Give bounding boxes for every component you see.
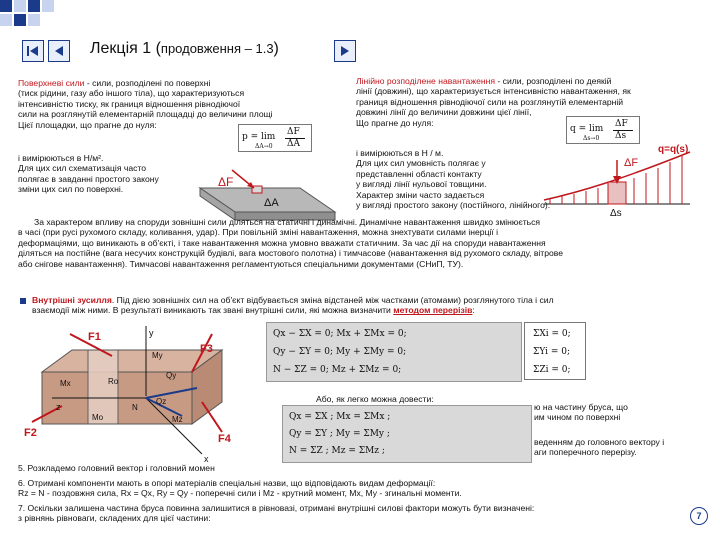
- linear-load-definition: Лінійно розподілене навантаження - сили, розподілені по деякій лінії (довжині), що характеризується інтенсивністю навантаження, як границя відношення рівнодіючої сили на розглянутій елементарній довжині лінії до величини довжини цієї лінії, Що прагне до нуля:: [356, 76, 631, 128]
- moment-mx-label: Mx: [60, 379, 71, 388]
- page-title: Лекція 1 (продовження – 1.3): [90, 40, 279, 57]
- load-q-label: q=q(s): [658, 144, 689, 155]
- moment-my-label: My: [152, 351, 163, 360]
- load-force-label: ΔF: [624, 157, 639, 169]
- beam-section-diagram: [22, 326, 272, 466]
- arrow-right-icon: [338, 44, 352, 58]
- surface-forces-definition: Поверхневі сили - сили, розподілені по поверхні (тиск рідини, газу або іншого тіла), що характеризуються інтенсивністю тиску, як границя відношення рівнодіючої сили на розглянутій елементарній площадці до величини площі Цієї площадки, що прагне до нуля:: [18, 78, 273, 130]
- internal-force-equations-box: Qx = ΣX ; Mx = ΣMx ; Qy = ΣY ; My = ΣMy ; N = ΣZ ; Mz = ΣMz ;: [282, 405, 532, 463]
- step-7-text: 7. Оскільки залишена частина бруса повинна залишитися в рівновазі, отримані внутрішні силові фактори можуть бути визначені: з рівнянь рівноваги, складених для цієї частини:: [18, 503, 535, 524]
- plate-area-label: ΔA: [264, 197, 279, 209]
- force-f4-label: F4: [218, 433, 231, 445]
- plate-force-label: ΔF: [218, 175, 234, 189]
- step-6-text: 6. Отримані компоненти мають в опорі матеріалів спеціальні назви, що відповідають видам деформації: Rz = N - поздовжня сила, Rx = Qx, Ry = Qy - поперечні сили і Mz - крутний момент, Mx, My - згинальні моменти.: [18, 478, 462, 499]
- page-number: 7: [690, 507, 708, 525]
- side-fragment-4: аги поперечного перерізу.: [534, 447, 637, 457]
- skip-back-icon: [26, 44, 40, 58]
- force-f2-label: F2: [24, 427, 37, 439]
- surface-forces-units: і вимірюються в Н/м². Для цих сил схематизація часто полягає в завданні простого закону зміни цих сил по поверхні.: [18, 153, 159, 195]
- axis-x-label: x: [204, 454, 209, 464]
- corner-decoration: [0, 0, 80, 36]
- first-slide-button[interactable]: [22, 40, 44, 62]
- sum-equations-box: ΣXi = 0; ΣYi = 0; ΣZi = 0;: [524, 322, 586, 380]
- prev-slide-button[interactable]: [48, 40, 70, 62]
- internal-forces-text: Внутрішні зусилля. Під дією зовнішніх сил на об'єкт відбувається зміна відстаней між частками (атомами) розглянутого тіла і сил взаємодії між ними. В результаті виникають так звані внутрішні сили, які можна визначити методом перерізів:: [32, 295, 554, 316]
- arrow-left-icon: [52, 44, 66, 58]
- side-fragment-3: веденням до головного вектору і: [534, 437, 665, 447]
- shear-qy-label: Qy: [166, 371, 177, 380]
- side-fragment-1: ю на частину бруса, що: [534, 402, 628, 412]
- surface-pressure-formula: p = lim ΔA→0 ΔF ΔA: [238, 124, 312, 152]
- equivalence-caption: Або, як легко можна довести:: [316, 394, 434, 404]
- axis-y-label: y: [149, 328, 154, 338]
- lecture-title-bar: [22, 38, 362, 66]
- equilibrium-equations-box: Qx − ΣX = 0; Mx + ΣMx = 0; Qy − ΣY = 0; My + ΣMy = 0; N − ΣZ = 0; Mz + ΣMz = 0;: [266, 322, 522, 382]
- force-f3-label: F3: [200, 343, 213, 355]
- side-fragment-2: им чином по поверхні: [534, 412, 621, 422]
- force-f1-label: F1: [88, 331, 101, 343]
- loads-classification-paragraph: За характером впливу на споруди зовнішні сили діляться на статичні і динамічні. Динамічне навантаження швидко змінюється в часі (при русі рухомого складу, коливання, удар). При повільній зміні навантаження, можна знехтувати силами інерції і деформаціями, що виникають в об'єкті, і таке навантаження можна умовно вважати статичним. За час дії на споруди навантаження діляться на постійне (вага несучих конструкцій будівлі, вага мостового полотна) і тимчасове (навантаження від рухомого складу, вітрове або снігове навантаження). Тимчасові навантаження регламентуються спеціальними документами (СНиП, ТУ).: [18, 217, 564, 269]
- moment-mz-label: Mz: [172, 415, 183, 424]
- linear-intensity-formula: q = lim Δs→0 ΔF Δs: [566, 116, 640, 144]
- load-ds-label: Δs: [610, 208, 622, 218]
- next-slide-button[interactable]: [334, 40, 356, 62]
- resultant-ro-label: Ro: [108, 377, 119, 386]
- moment-mo-label: Mo: [92, 413, 104, 422]
- distributed-load-diagram: [540, 140, 710, 218]
- axis-z-label: z: [56, 402, 61, 412]
- step-5-text: 5. Розкладемо головний вектор і головний момен: [18, 463, 215, 473]
- bullet-icon: [20, 298, 26, 304]
- shear-qz-label: Qz: [156, 397, 167, 406]
- linear-load-units: і вимірюються в Н / м. Для цих сил умовність полягає у представленні області контакту у вигляді лінії нульової товщини. Характер зміни часто задається у вигляді простого закону (постійного, лінійного).: [356, 148, 551, 211]
- normal-n-label: N: [132, 403, 138, 412]
